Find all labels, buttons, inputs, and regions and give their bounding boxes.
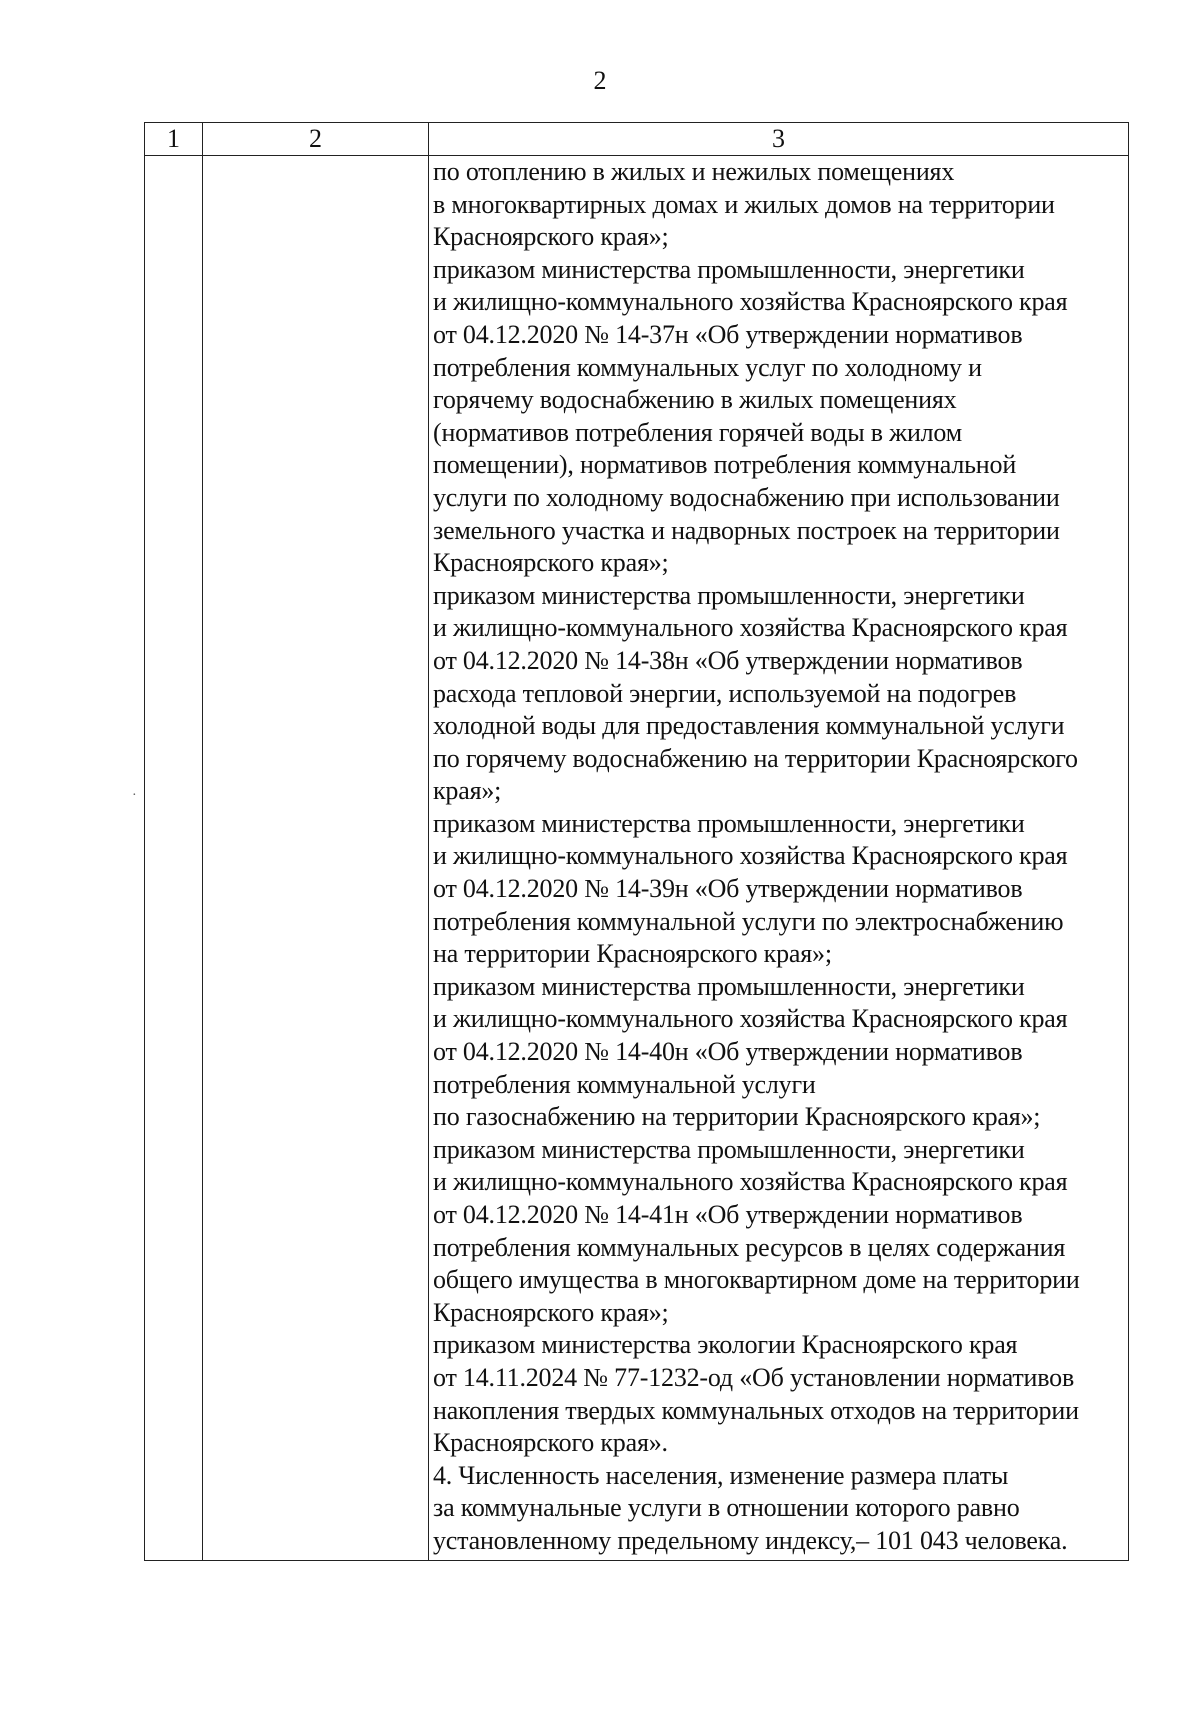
table-header-row [145,123,1129,156]
row-cell-col2 [203,156,429,1561]
table-row [145,156,1129,1561]
row-cell-col3-text: по отоплению в жилых и нежилых помещениях в многоквартирных домах и жилых домов на территории Красноярского края»; приказом министерства промышленности, энергетики и жилищно-коммунального хозяйства Красноярского края от 04.12.2020 № 14-37н «Об утверждении нормативов потребления коммунальных услуг по холодному и горячему водоснабжению в жилых помещениях (нормативов потребления горячей воды в жилом помещении), нормативов потребления коммунальной услуги по холодному водоснабжению при использовании земельного участка и надворных построек на территории Красноярского края»; приказом министерства промышленности, энергетики и жилищно-коммунального хозяйства Красноярского края от 04.12.2020 № 14-38н «Об утверждении нормативов расхода тепловой энергии, используемой на подогрев холодной воды для предоставления коммунальной услуги по горячему водоснабжению на территории Красноярского края»; приказом министерства промышленности, энергетики и жилищно-коммунального хозяйства Красноярского края от 04.12.2020 № 14-39н «Об утверждении нормативов потребления коммунальной услуги по электроснабжению на территории Красноярского края»; приказом министерства промышленности, энергетики и жилищно-коммунального хозяйства Красноярского края от 04.12.2020 № 14-40н «Об утверждении нормативов потребления коммунальной услуги по газоснабжению на территории Красноярского края»; приказом министерства промышленности, энергетики и жилищно-коммунального хозяйства Красноярского края от 04.12.2020 № 14-41н «Об утверждении нормативов потребления коммунальных ресурсов в целях содержания общего имущества в многоквартирном доме на территории Красноярского края»; приказом министерства экологии Красноярского края от 14.11.2024 № 77-1232-од «Об установлении нормативов накопления твердых коммунальных отходов на территории Красноярского края». 4. Численность населения, изменение размера платы за коммунальные услуги в отношении которого равно установленному предельному индексу,– 101 043 человека. [429,156,1129,1561]
document-table [144,122,1129,1561]
row-cell-col1 [145,156,203,1561]
page-number: 2 [593,66,607,95]
column-header-2: 2 [203,123,429,156]
column-header-3: 3 [429,123,1129,156]
column-header-1: 1 [145,123,203,156]
scan-mark: · [132,788,137,803]
